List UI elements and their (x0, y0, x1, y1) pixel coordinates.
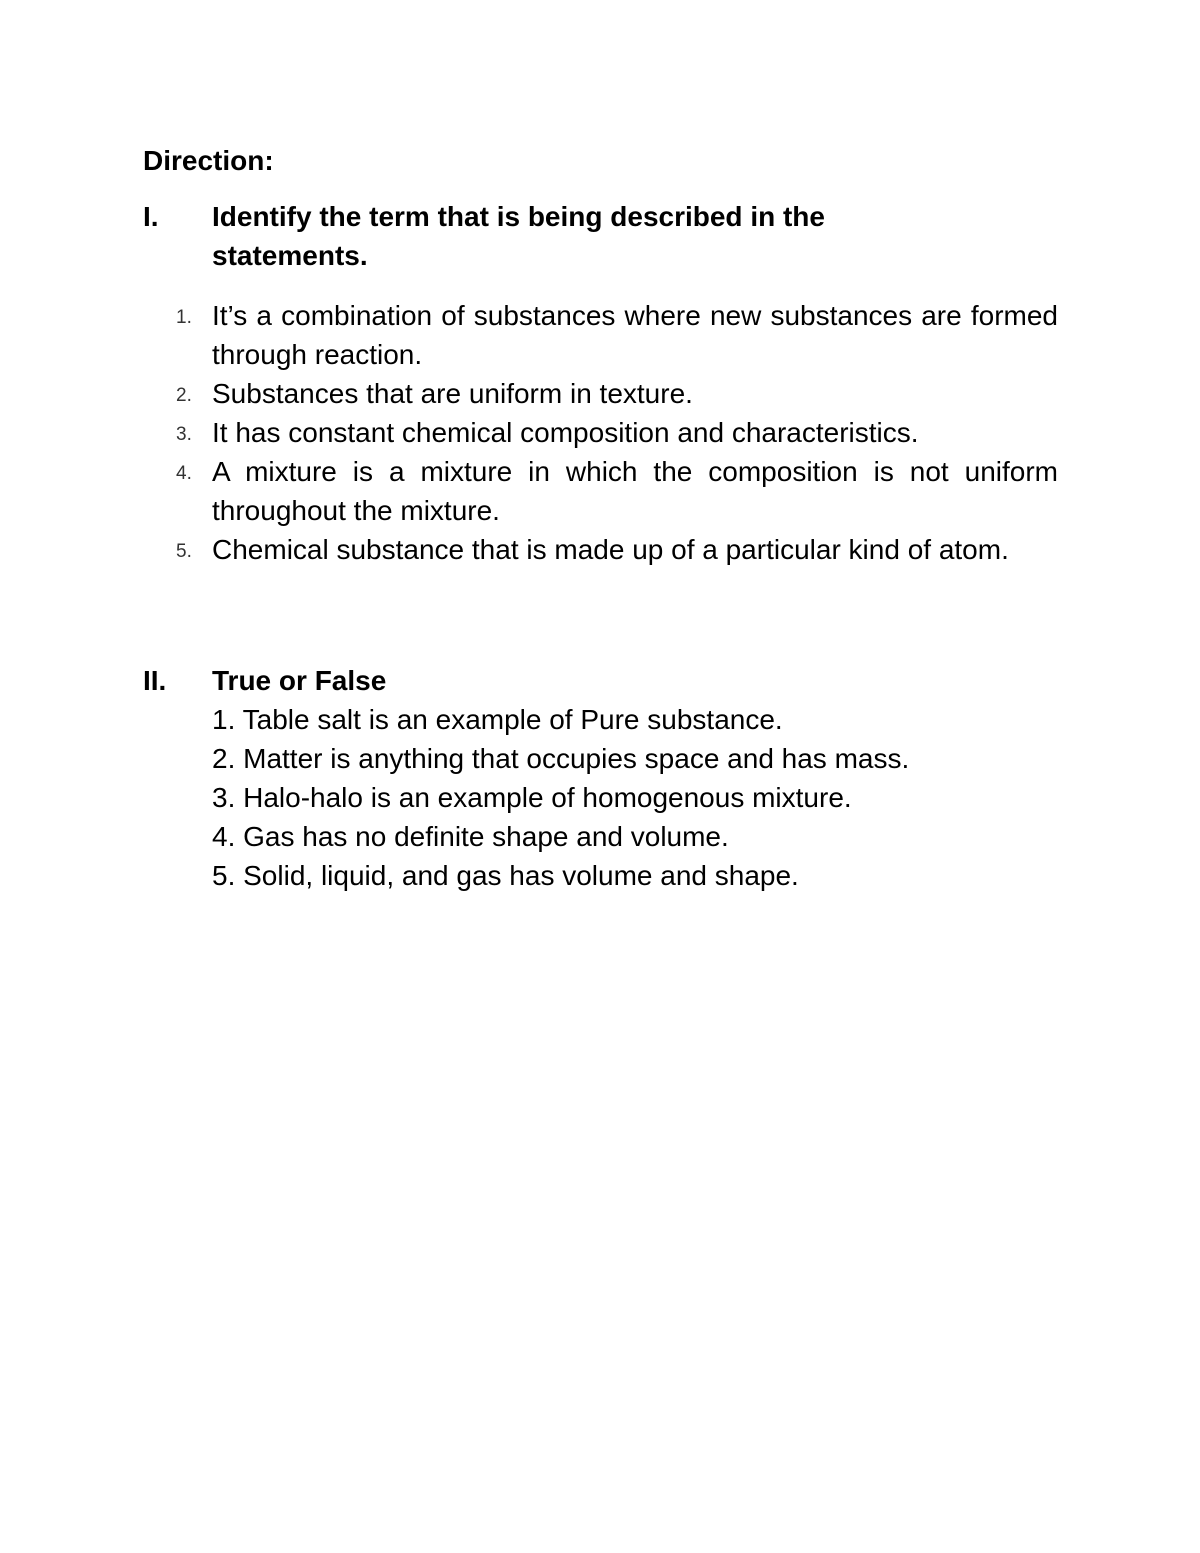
section-title: Identify the term that is being described in the statements. (212, 201, 825, 271)
section-true-or-false (143, 661, 1063, 895)
list-item: 3. Halo-halo is an example of homogenous mixture. (212, 782, 852, 813)
item-text: Chemical substance that is made up of a particular kind of atom. (212, 534, 1009, 565)
list-item: 4. Gas has no definite shape and volume. (212, 821, 729, 852)
section-numeral: I. (143, 201, 159, 232)
item-text: It has constant chemical composition and characteristics. (212, 417, 919, 448)
list-item (143, 452, 1058, 530)
item-text: It’s a combination of substances where new substances are formed through reaction. (212, 300, 1058, 370)
item-number: 5. (176, 541, 192, 562)
item-text: A mixture is a mixture in which the composition is not uniform throughout the mixture. (212, 456, 1058, 526)
identify-list (143, 296, 1063, 569)
section-identify-header (143, 197, 1063, 275)
direction-heading: Direction: (143, 145, 274, 176)
item-number: 2. (176, 385, 192, 406)
list-item (143, 296, 1058, 374)
section-numeral: II. (143, 665, 167, 696)
item-number: 3. (176, 424, 192, 445)
list-item (143, 374, 1058, 413)
item-text: Substances that are uniform in texture. (212, 378, 693, 409)
list-item (143, 413, 1058, 452)
list-item: 2. Matter is anything that occupies space and has mass. (212, 743, 910, 774)
item-number: 4. (176, 463, 192, 484)
list-item (143, 530, 1058, 569)
section-true-or-false-header (143, 661, 1063, 700)
item-number: 1. (176, 307, 192, 328)
true-false-list (212, 700, 1063, 895)
section-identify (143, 197, 1063, 569)
list-item: 1. Table salt is an example of Pure substance. (212, 704, 783, 735)
section-title: True or False (212, 665, 387, 696)
list-item: 5. Solid, liquid, and gas has volume and shape. (212, 860, 799, 891)
